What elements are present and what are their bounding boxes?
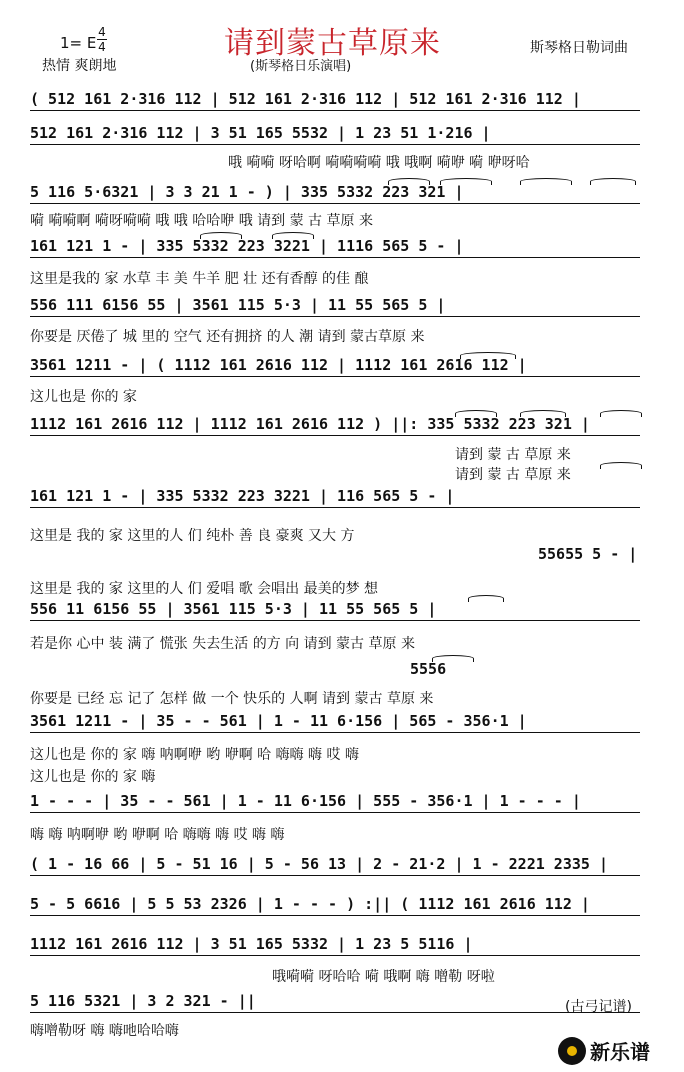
notation-row: 556 111 6156 55 | 3561 115 5·3 | 11 55 565 5 | <box>30 296 446 314</box>
beam-line <box>30 435 640 436</box>
notation-row: 5 - 5 6616 | 5 5 53 2326 | 1 - - - ) :|| ( 1112 161 2616 112 | <box>30 895 590 913</box>
notation-row: 1112 161 2616 112 | 1112 161 2616 112 ) ||: 335 5332 223 321 | <box>30 415 590 433</box>
notation-row: 161 121 1 - | 335 5332 223 3221 | 116 565 5 - | <box>30 487 455 505</box>
lyric-line: 这里是我的 家 水草 丰 美 牛羊 肥 壮 还有香醇 的佳 酿 <box>30 271 369 287</box>
notation-row: ( 512 161 2·316 112 | 512 161 2·316 112 | 512 161 2·316 112 | <box>30 90 581 108</box>
lyric-line: 嗨 嗨 呐啊咿 哟 咿啊 哈 嗨嗨 嗨 哎 嗨 嗨 <box>30 827 285 843</box>
beam-line <box>30 812 640 813</box>
slur-arc <box>468 595 504 602</box>
lyric-line: 哦嗬嗬 呀哈哈 嗬 哦啊 嗨 噌勒 呀啦 <box>272 969 495 985</box>
notation-row: 5 116 5321 | 3 2 321 - || <box>30 992 256 1010</box>
beam-line <box>30 732 640 733</box>
song-title: 请到蒙古草原来 <box>224 26 441 61</box>
lyric-line: 这儿也是 你的 家 <box>30 389 137 405</box>
beam-line <box>30 376 640 377</box>
logo-text: 新乐谱 <box>590 1040 650 1064</box>
time-signature-bottom: 4 <box>98 40 106 54</box>
lyric-line: 这儿也是 你的 家 嗨 <box>30 769 156 785</box>
notation-row: 3561 1211 - | 35 - - 561 | 1 - 11 6·156 | 565 - 356·1 | <box>30 712 527 730</box>
slur-arc <box>600 462 642 469</box>
slur-arc <box>520 410 566 417</box>
slur-arc <box>590 178 636 185</box>
slur-arc <box>440 178 492 185</box>
tempo-marking: 热情 爽朗地 <box>42 58 117 74</box>
beam-line <box>30 620 640 621</box>
slur-arc <box>520 178 572 185</box>
notation-row: 55655 5 - | <box>538 545 638 563</box>
beam-line <box>30 875 640 876</box>
slur-arc <box>388 178 430 185</box>
time-signature-top: 4 <box>98 25 106 39</box>
beam-line <box>30 110 640 111</box>
slur-arc <box>460 352 516 359</box>
notation-row: 5 116 5·6321 | 3 3 21 1 - ) | 335 5332 223 321 | <box>30 183 464 201</box>
lyric-line: 你要是 已经 忘 记了 怎样 做 一个 快乐的 人啊 请到 蒙古 草原 来 <box>30 691 434 707</box>
lyric-line: 这里是 我的 家 这里的人 们 爱唱 歌 会唱出 最美的梦 想 <box>30 581 379 597</box>
beam-line <box>30 203 640 204</box>
beam-line <box>30 144 640 145</box>
notation-row: 1112 161 2616 112 | 3 51 165 5332 | 1 23 5 5116 | <box>30 935 473 953</box>
slur-arc <box>272 232 314 239</box>
lyric-line: 哦 嗬嗬 呀哈啊 嗬嗬嗬嗬 哦 哦啊 嗬咿 嗬 咿呀哈 <box>228 155 530 171</box>
notation-row: 512 161 2·316 112 | 3 51 165 5532 | 1 23 51 1·216 | <box>30 124 491 142</box>
notation-row: 5556 <box>410 660 447 678</box>
beam-line <box>30 955 640 956</box>
lyric-line: 请到 蒙 古 草原 来 <box>455 447 571 463</box>
beam-line <box>30 1012 640 1013</box>
notation-row: 3561 1211 - | ( 1112 161 2616 112 | 1112 161 2616 112 | <box>30 356 527 374</box>
time-signature <box>97 26 107 53</box>
beam-line <box>30 915 640 916</box>
lyric-line: 这里是 我的 家 这里的人 们 纯朴 善 良 豪爽 又大 方 <box>30 528 355 544</box>
slur-arc <box>600 410 642 417</box>
notation-row: 161 121 1 - | 335 5332 223 3221 | 1116 565 5 - | <box>30 237 464 255</box>
notation-row: 1 - - - | 35 - - 561 | 1 - 11 6·156 | 555 - 356·1 | 1 - - - | <box>30 792 581 810</box>
slur-arc <box>200 232 242 239</box>
beam-line <box>30 316 640 317</box>
lyric-line: 这儿也是 你的 家 嗨 呐啊咿 哟 咿啊 哈 嗨嗨 嗨 哎 嗨 <box>30 747 359 763</box>
site-logo <box>558 1036 650 1065</box>
record-icon <box>558 1037 586 1065</box>
lyric-line: 若是你 心中 装 满了 慌张 失去生活 的方 向 请到 蒙古 草原 来 <box>30 636 415 652</box>
beam-line <box>30 507 640 508</box>
composer-credit: 斯琴格日勒词曲 <box>530 40 628 56</box>
notation-row: ( 1 - 16 66 | 5 - 51 16 | 5 - 56 13 | 2 - 21·2 | 1 - 2221 2335 | <box>30 855 608 873</box>
slur-arc <box>455 410 497 417</box>
notation-row: 556 11 6156 55 | 3561 115 5·3 | 11 55 565 5 | <box>30 600 437 618</box>
lyric-line: 请到 蒙 古 草原 来 <box>455 467 571 483</box>
lyric-line: 你要是 厌倦了 城 里的 空气 还有拥挤 的人 潮 请到 蒙古草原 来 <box>30 329 425 345</box>
performer-credit: (斯琴格日乐演唱) <box>250 59 352 74</box>
key-signature: 1= E <box>60 34 97 52</box>
beam-line <box>30 257 640 258</box>
slur-arc <box>432 655 474 662</box>
transcriber-credit: (古弓记谱) <box>565 999 632 1015</box>
lyric-line: 嗬 嗬嗬啊 嗬呀嗬嗬 哦 哦 哈哈咿 哦 请到 蒙 古 草原 来 <box>30 213 373 229</box>
lyric-line: 嗨噌勒呀 嗨 嗨吔哈哈嗨 <box>30 1023 179 1039</box>
